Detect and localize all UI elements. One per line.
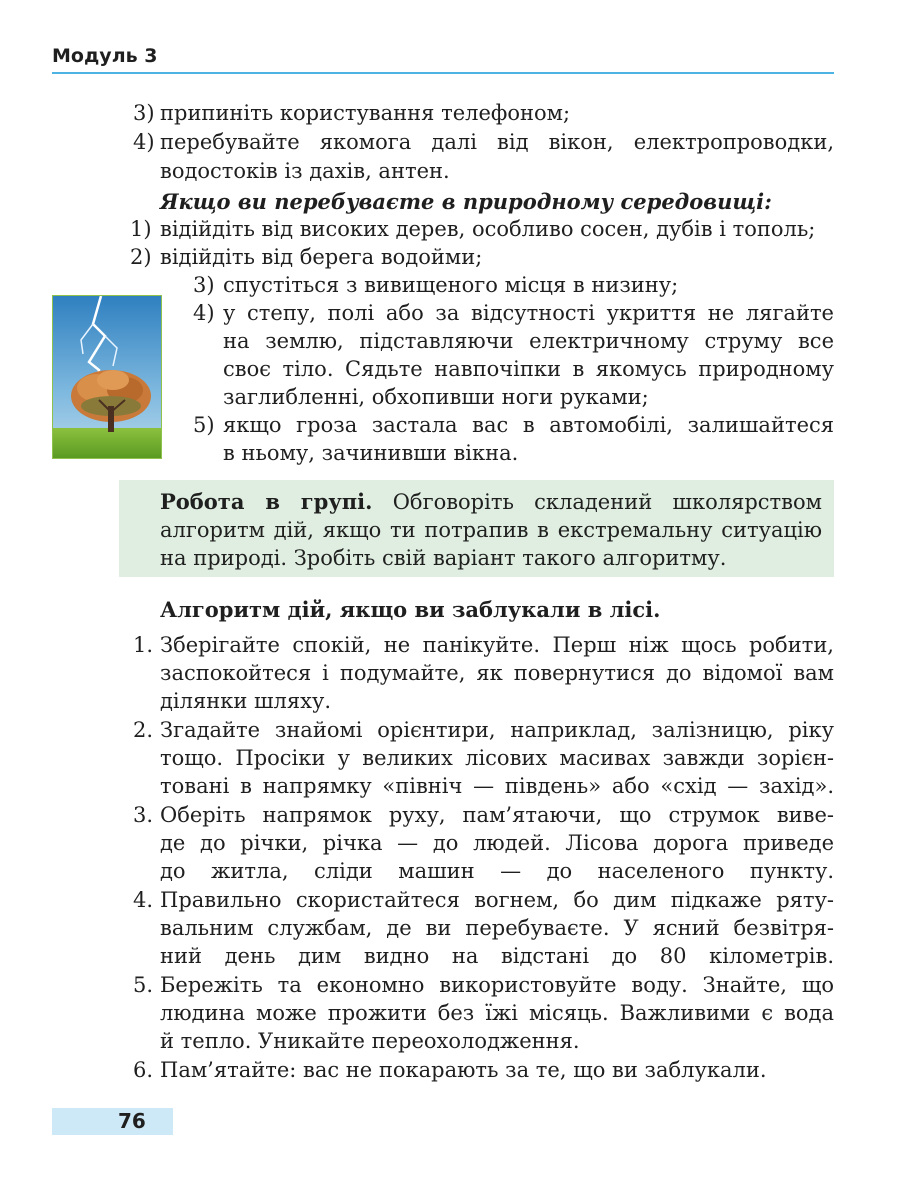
list-item: відійдіть від високих дерев, особливо сосен, дубів і тополь; <box>160 217 816 241</box>
group-work-line <box>160 488 822 516</box>
list-number: 4) <box>193 301 215 325</box>
page-number-tab <box>52 1108 173 1135</box>
step-text: товані в напрямку «північ — південь» або «схід — захід». <box>160 774 834 798</box>
nature-heading: Якщо ви перебуваєте в природному середовищі: <box>160 189 772 214</box>
step-number: 4. <box>133 888 154 912</box>
step-text: де до річки, річка — до людей. Лісова дорога приведе <box>160 831 834 855</box>
list-item: спустіться з вивищеного місця в низину; <box>223 273 679 297</box>
list-item: якщо гроза застала вас в автомобілі, залишайтеся <box>223 413 834 437</box>
list-item: перебувайте якомога далі від вікон, електропроводки, <box>160 130 834 154</box>
page-number: 76 <box>118 1109 146 1133</box>
list-item: припиніть користування телефоном; <box>160 101 571 125</box>
list-item: у степу, полі або за відсутності укриття не лягайте <box>223 301 834 325</box>
group-work-label: Робота в групі. <box>160 489 373 514</box>
list-number: 4) <box>133 130 155 154</box>
algorithm-heading: Алгоритм дій, якщо ви заблукали в лісі. <box>160 597 661 622</box>
list-number: 3) <box>133 101 155 125</box>
header-rule <box>52 72 834 74</box>
list-number: 3) <box>193 273 215 297</box>
step-text: ділянки шляху. <box>160 689 332 713</box>
step-text: Оберіть напрямок руху, пам’ятаючи, що струмок виве- <box>160 803 834 827</box>
step-number: 6. <box>133 1058 154 1082</box>
step-number: 1. <box>133 633 154 657</box>
step-text: ний день дим видно на відстані до 80 кілометрів. <box>160 944 834 968</box>
module-title: Модуль 3 <box>52 45 158 67</box>
step-text: до житла, сліди машин — до населеного пункту. <box>160 859 834 883</box>
lightning-tree-illustration <box>52 295 162 459</box>
step-number: 2. <box>133 718 154 742</box>
list-item: заглибленні, обхопивши ноги руками; <box>223 385 649 409</box>
list-number: 2) <box>130 245 152 269</box>
step-number: 3. <box>133 803 154 827</box>
step-text: Пам’ятайте: вас не покарають за те, що ви заблукали. <box>160 1058 767 1082</box>
step-text: людина може прожити без їжі місяць. Важливими є вода <box>160 1001 834 1025</box>
list-item: своє тіло. Сядьте навпочіпки в якомусь природному <box>223 357 834 381</box>
lightning-tree-icon <box>53 296 161 458</box>
list-item: в ньому, зачинивши вікна. <box>223 441 519 465</box>
list-item: відійдіть від берега водойми; <box>160 245 483 269</box>
list-number: 1) <box>130 217 152 241</box>
list-number: 5) <box>193 413 215 437</box>
step-text: й тепло. Уникайте переохолодження. <box>160 1029 580 1053</box>
step-number: 5. <box>133 973 154 997</box>
list-item: на землю, підставляючи електричному струму все <box>223 329 834 353</box>
group-work-text: алгоритм дій, якщо ти потрапив в екстремальну ситуацію <box>160 518 822 542</box>
step-text: Зберігайте спокій, не панікуйте. Перш ніж щось робити, <box>160 633 834 657</box>
step-text: Згадайте знайомі орієнтири, наприклад, залізницю, ріку <box>160 718 834 742</box>
step-text: вальним службам, де ви перебуваєте. У ясний безвітря- <box>160 916 834 940</box>
list-item: водостоків із дахів, антен. <box>160 159 450 183</box>
group-work-text: Обговоріть складений школярством <box>392 490 822 514</box>
step-text: заспокойтеся і подумайте, як повернутися до відомої вам <box>160 661 834 685</box>
step-text: тощо. Просіки у великих лісових масивах завжди зорієн- <box>160 746 834 770</box>
group-work-text: на природі. Зробіть свій варіант такого алгоритму. <box>160 546 727 570</box>
step-text: Бережіть та економно використовуйте воду. Знайте, що <box>160 973 834 997</box>
step-text: Правильно скористайтеся вогнем, бо дим підкаже ряту- <box>160 888 834 912</box>
